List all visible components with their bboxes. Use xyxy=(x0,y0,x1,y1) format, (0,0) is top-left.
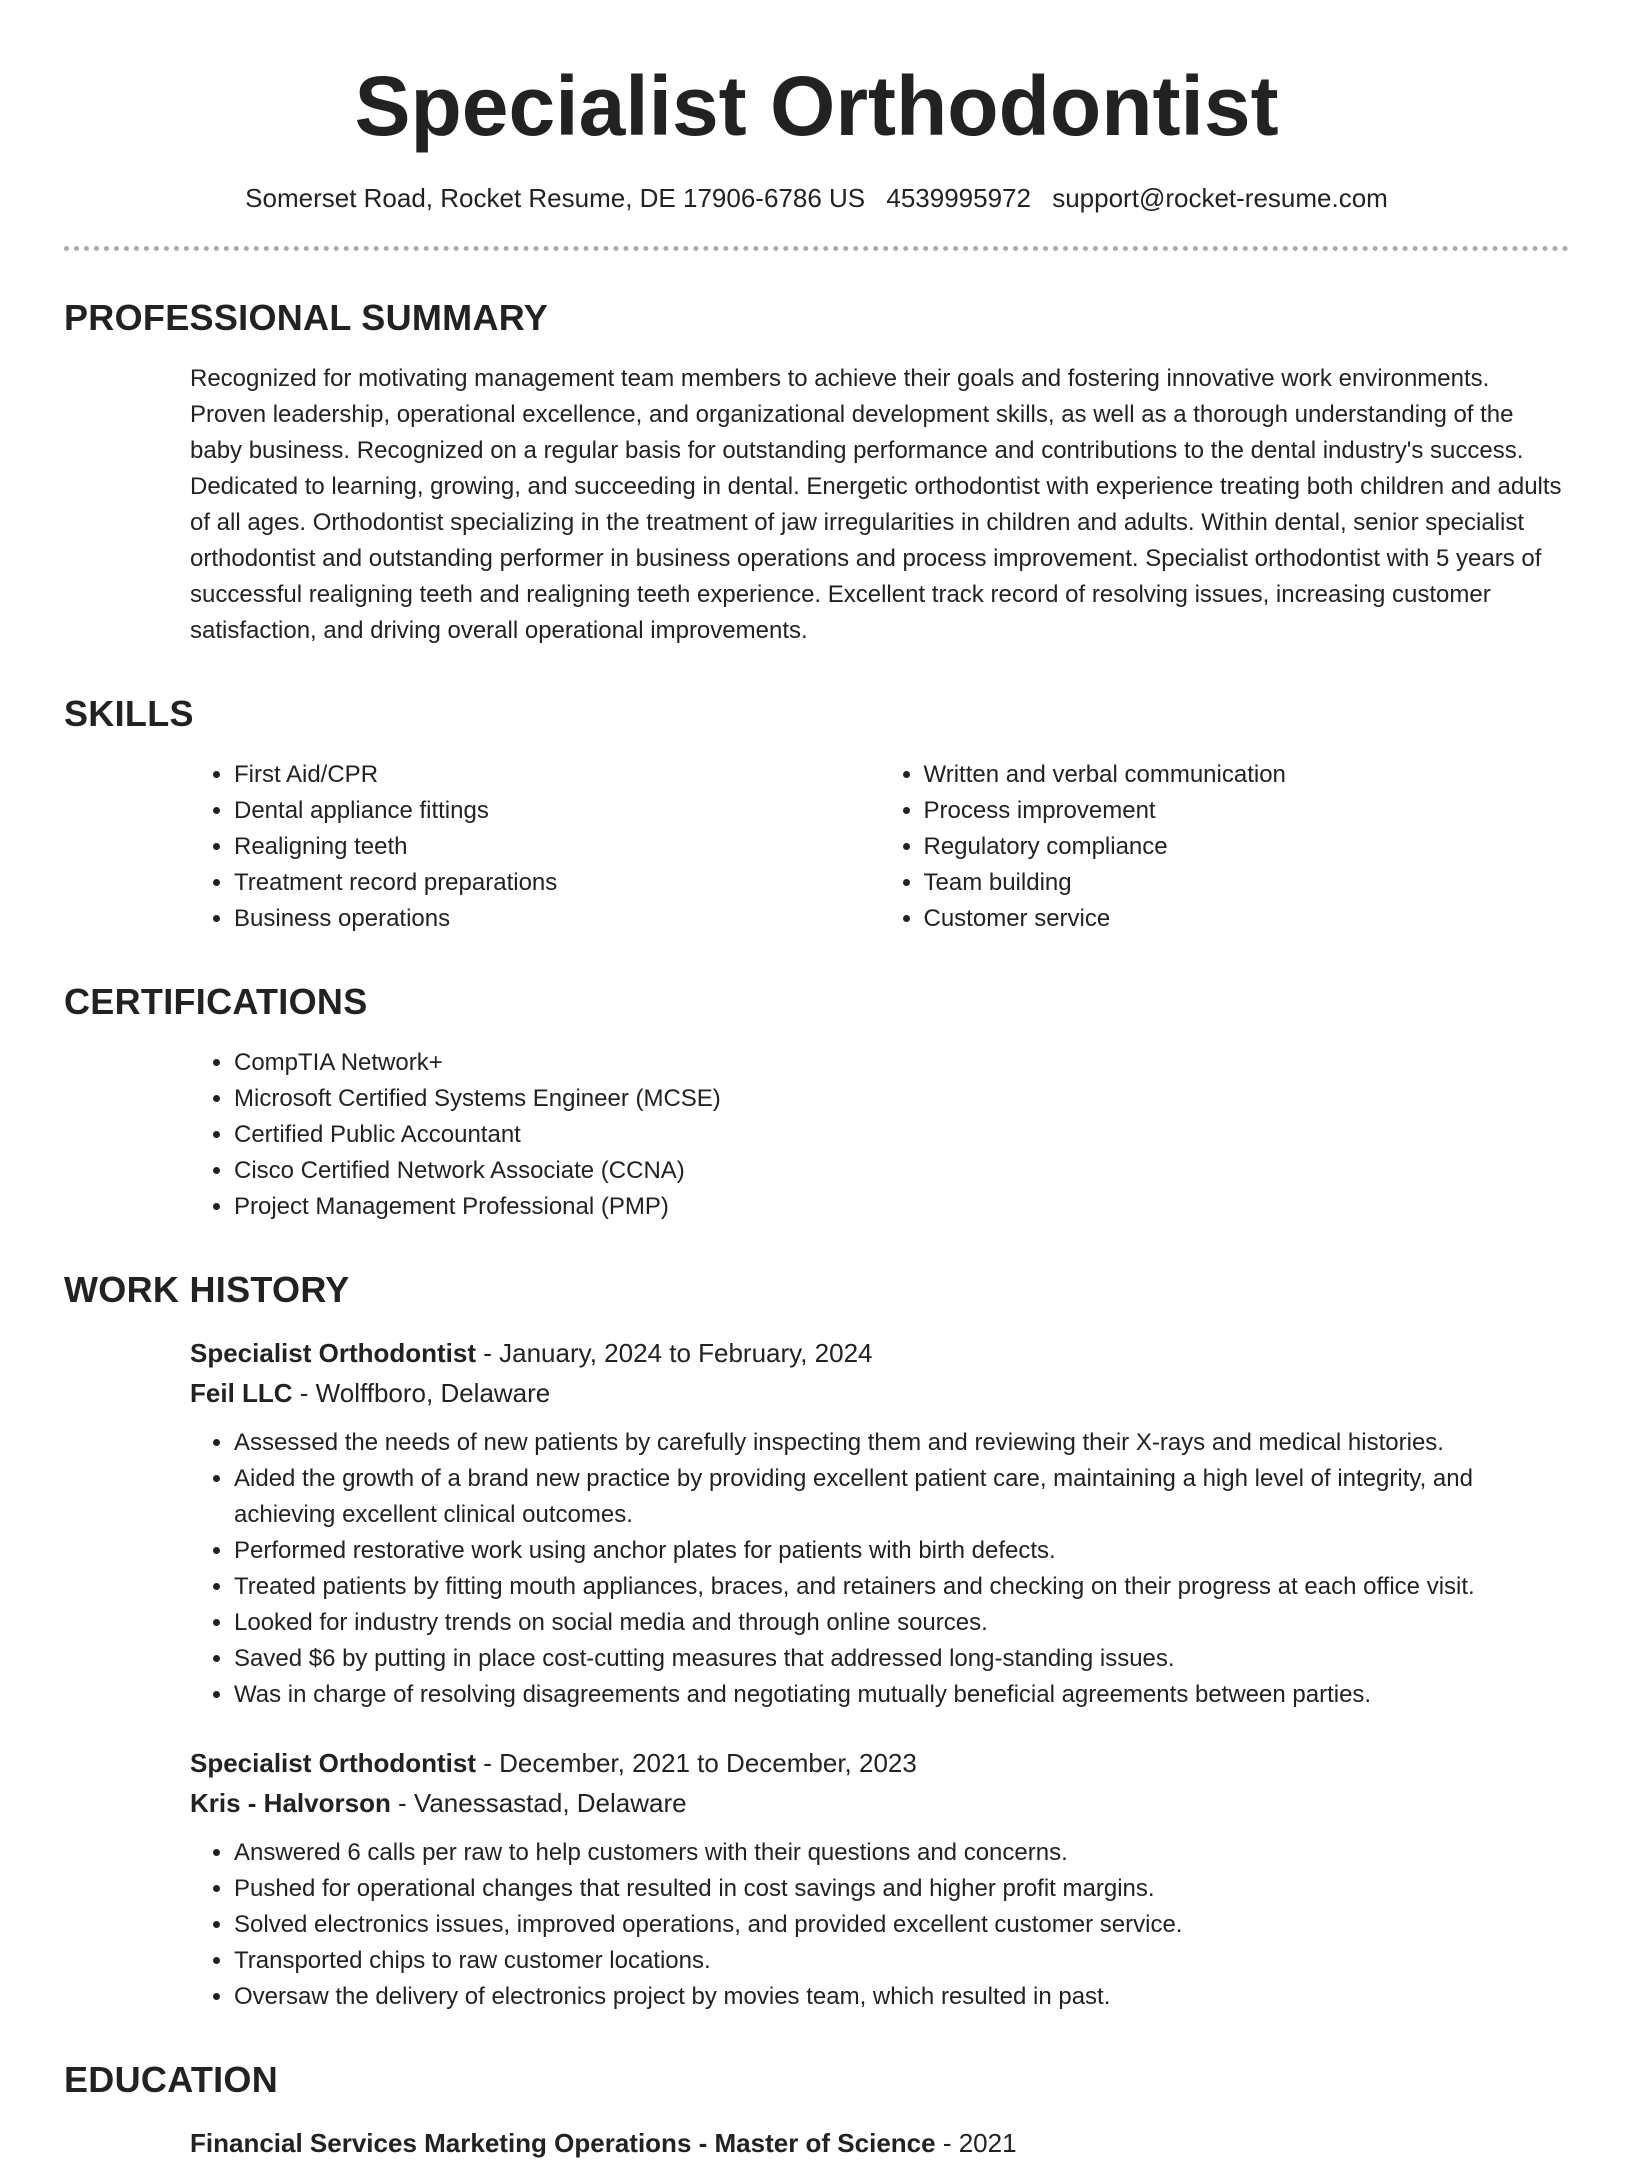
job-company-line xyxy=(190,1783,1569,1823)
skills-list-left xyxy=(190,757,880,937)
job-entry xyxy=(190,1743,1569,2015)
skills-list-right xyxy=(880,757,1570,937)
job-bullet: • Looked for industry trends on social media and through online sources. xyxy=(234,1605,1569,1641)
job-title-line xyxy=(190,1333,1569,1373)
contact-line xyxy=(64,180,1569,216)
job-bullet: • Transported chips to raw customer locations. xyxy=(234,1943,1569,1979)
summary-text: Recognized for motivating management team members to achieve their goals and fostering innovative work environments. Proven leadership, operational excellence, and organizational development skills, as well as a thorough understanding of the baby business. Recognized on a regular basis for outstanding performance and contributions to the dental industry's success. Dedicated to learning, growing, and succeeding in dental. Energetic orthodontist with experience treating both children and adults of all ages. Orthodontist specializing in the treatment of jaw irregularities in children and adults. Within dental, senior specialist orthodontist and outstanding performer in business operations and process improvement. Specialist orthodontist with 5 years of successful realigning teeth and realigning teeth experience. Excellent track record of resolving issues, increasing customer satisfaction, and driving overall operational improvements. xyxy=(190,365,1562,644)
summary-heading: PROFESSIONAL SUMMARY xyxy=(64,297,549,338)
job-location: - Vanessastad, Delaware xyxy=(390,1788,687,1818)
job-company-line xyxy=(190,1373,1569,1413)
skill-item: • Customer service xyxy=(924,901,1570,937)
job-bullet: • Pushed for operational changes that resulted in cost savings and higher profit margins. xyxy=(234,1871,1569,1907)
certification-item: • Microsoft Certified Systems Engineer (MCSE) xyxy=(234,1081,1569,1117)
job-role: Specialist Orthodontist xyxy=(190,1748,477,1778)
job-role: Specialist Orthodontist xyxy=(190,1338,477,1368)
job-location: - Wolffboro, Delaware xyxy=(292,1378,551,1408)
skill-item: • Realigning teeth xyxy=(234,829,880,865)
job-title-line xyxy=(190,1743,1569,1783)
contact-address: Somerset Road, Rocket Resume, DE 17906-6786 US xyxy=(245,183,866,213)
job-bullet: • Was in charge of resolving disagreements and negotiating mutually beneficial agreements between parties. xyxy=(234,1677,1569,1713)
job-bullet: • Solved electronics issues, improved operations, and provided excellent customer service. xyxy=(234,1907,1569,1943)
skill-item: • Process improvement xyxy=(924,793,1570,829)
job-bullet: • Saved $6 by putting in place cost-cutting measures that addressed long-standing issues. xyxy=(234,1641,1569,1677)
skill-item: • First Aid/CPR xyxy=(234,757,880,793)
skills-section xyxy=(190,757,1569,937)
candidate-name: Specialist Orthodontist xyxy=(354,59,1279,153)
job-bullets xyxy=(190,1835,1569,2015)
skills-heading: SKILLS xyxy=(64,693,194,734)
certification-item: • CompTIA Network+ xyxy=(234,1045,1569,1081)
certifications-list xyxy=(190,1045,1569,1225)
education-year: - 2021 xyxy=(935,2128,1017,2158)
summary-section xyxy=(190,361,1569,649)
job-bullet: • Aided the growth of a brand new practice by providing excellent patient care, maintaining a high level of integrity, and achieving excellent clinical outcomes. xyxy=(234,1461,1569,1533)
education-entry xyxy=(190,2123,1569,2163)
certification-item: • Cisco Certified Network Associate (CCNA) xyxy=(234,1153,1569,1189)
job-bullet: • Answered 6 calls per raw to help customers with their questions and concerns. xyxy=(234,1835,1569,1871)
work-history-section xyxy=(190,1333,1569,2015)
job-entry xyxy=(190,1333,1569,1713)
skill-item: • Team building xyxy=(924,865,1570,901)
job-company: Kris - Halvorson xyxy=(190,1788,391,1818)
certification-item: • Project Management Professional (PMP) xyxy=(234,1189,1569,1225)
certifications-section xyxy=(190,1045,1569,1225)
resume-page xyxy=(64,56,1569,2163)
education-heading: EDUCATION xyxy=(64,2059,279,2100)
contact-email: support@rocket-resume.com xyxy=(1052,183,1388,213)
job-bullet: • Oversaw the delivery of electronics project by movies team, which resulted in past. xyxy=(234,1979,1569,2015)
education-degree: Financial Services Marketing Operations - Master of Science xyxy=(190,2128,936,2158)
skill-item: • Written and verbal communication xyxy=(924,757,1570,793)
certification-item: • Certified Public Accountant xyxy=(234,1117,1569,1153)
job-bullet: • Assessed the needs of new patients by carefully inspecting them and reviewing their X-rays and medical histories. xyxy=(234,1425,1569,1461)
skill-item: • Treatment record preparations xyxy=(234,865,880,901)
education-section xyxy=(190,2123,1569,2163)
certifications-heading: CERTIFICATIONS xyxy=(64,981,368,1022)
job-dates: - January, 2024 to February, 2024 xyxy=(476,1338,873,1368)
contact-phone: 4539995972 xyxy=(886,183,1031,213)
work-history-heading: WORK HISTORY xyxy=(64,1269,350,1310)
job-bullet: • Performed restorative work using anchor plates for patients with birth defects. xyxy=(234,1533,1569,1569)
skill-item: • Dental appliance fittings xyxy=(234,793,880,829)
header-divider xyxy=(64,246,1569,251)
job-bullets xyxy=(190,1425,1569,1713)
skill-item: • Business operations xyxy=(234,901,880,937)
job-dates: - December, 2021 to December, 2023 xyxy=(476,1748,917,1778)
job-bullet: • Treated patients by fitting mouth appliances, braces, and retainers and checking on their progress at each office visit. xyxy=(234,1569,1569,1605)
job-company: Feil LLC xyxy=(190,1378,293,1408)
skill-item: • Regulatory compliance xyxy=(924,829,1570,865)
